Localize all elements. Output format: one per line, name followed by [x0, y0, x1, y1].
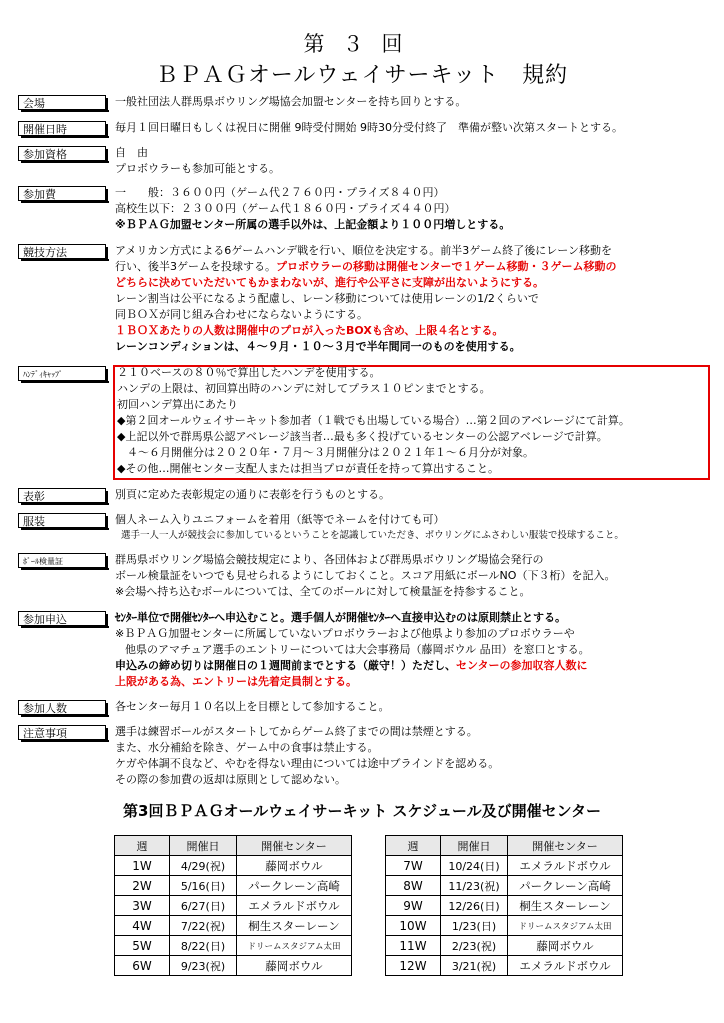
- section-text-red: １ＢＯＸあたりの人数は開催中のプロが入ったBOXも含め、上限４名とする。: [115, 324, 504, 337]
- section-text: ２１０ベースの８０％で算出したハンデを使用する。: [117, 366, 381, 379]
- section-text: アメリカン方式による6ゲームハンデ戦を行い、順位を決定する。前半3ゲーム終了後にレーン移動を: [115, 244, 613, 257]
- section-text: ハンデの上限は、初回算出時のハンデに対してプラス１０ピンまでとする。: [117, 382, 491, 395]
- week-cell: 6W: [115, 956, 170, 976]
- date-cell: 11/23(祝): [441, 876, 508, 896]
- table-header-center: 開催センター: [237, 836, 352, 856]
- section-text: 個人ネーム入りユニフォームを着用（紙等でネームを付けても可）: [115, 513, 445, 526]
- date-cell: 7/22(祝): [170, 916, 237, 936]
- table-header-date: 開催日: [441, 836, 508, 856]
- table-row: [115, 936, 352, 956]
- table-row: [115, 916, 352, 936]
- schedule-title: 第3回ＢＰＡＧオールウェイサーキット スケジュール及び開催センター: [123, 802, 601, 820]
- section-label: 参加資格: [18, 146, 106, 161]
- section-label: 参加申込: [18, 611, 106, 626]
- center-cell: 藤岡ボウル: [237, 956, 352, 976]
- section-text: プロボウラーも参加可能とする。: [115, 162, 280, 175]
- center-cell: エメラルドボウル: [237, 896, 352, 916]
- week-cell: 3W: [115, 896, 170, 916]
- date-cell: 3/21(祝): [441, 956, 508, 976]
- center-cell: ドリームスタジアム太田: [237, 936, 352, 956]
- table-row: [386, 876, 623, 896]
- section-label: 表彰: [18, 488, 106, 503]
- section-label: 会場: [18, 95, 106, 110]
- section-text: 一般社団法人群馬県ボウリング場協会加盟センターを持ち回りとする。: [115, 95, 467, 108]
- week-cell: 4W: [115, 916, 170, 936]
- section-text: 選手は練習ボールがスタートしてからゲーム終了までの間は禁煙とする。: [115, 725, 478, 738]
- section-text-red: センターの参加収容人数に: [456, 659, 588, 672]
- week-cell: 5W: [115, 936, 170, 956]
- table-row: [115, 856, 352, 876]
- section-text: ｾﾝﾀｰ単位で開催ｾﾝﾀｰへ申込むこと。選手個人が開催ｾﾝﾀｰへ直接申込むのは原則禁止とする。: [115, 611, 566, 624]
- section-text: ◆第２回オールウェイサーキット参加者（１戦でも出場している場合）…第２回のアベレージにて計算。: [117, 414, 630, 427]
- center-cell: エメラルドボウル: [508, 856, 623, 876]
- section-label: ﾊﾝﾃﾞｨｷｬｯﾌﾟ: [18, 366, 106, 381]
- schedule-table-right: [385, 835, 623, 976]
- table-header-center: 開催センター: [508, 836, 623, 856]
- date-cell: 2/23(祝): [441, 936, 508, 956]
- date-cell: 10/24(日): [441, 856, 508, 876]
- table-row: [386, 956, 623, 976]
- date-cell: 4/29(祝): [170, 856, 237, 876]
- section-text: ケガや体調不良など、やむを得ない理由については途中ブラインドを認める。: [115, 757, 500, 770]
- center-cell: 藤岡ボウル: [508, 936, 623, 956]
- section-label: ﾎﾞｰﾙ検量証: [18, 553, 106, 568]
- table-row: [386, 916, 623, 936]
- date-cell: 5/16(日): [170, 876, 237, 896]
- date-cell: 9/23(祝): [170, 956, 237, 976]
- center-cell: 桐生スターレーン: [508, 896, 623, 916]
- doc-title-line2: ＢＰＡＧオールウェイサーキット 規約: [155, 63, 569, 88]
- section-text: ４～６月開催分は２０２０年・７月～３月開催分は２０２１年１～６月分が対象。: [127, 446, 534, 459]
- section-text: ボール検量証をいつでも見せられるようにしておくこと。スコア用紙にボールNO（下３桁）を記入。: [115, 569, 616, 582]
- section-text: 自 由: [115, 146, 148, 159]
- section-text: 各センター毎月１０名以上を目標として参加すること。: [115, 700, 390, 713]
- week-cell: 12W: [386, 956, 441, 976]
- section-text-red: プロボウラーの移動は開催センターで１ゲーム移動・３ゲーム移動の: [276, 260, 617, 273]
- center-cell: パークレーン高崎: [508, 876, 623, 896]
- section-label: 参加費: [18, 186, 106, 201]
- section-text: レーン割当は公平になるよう配慮し、レーン移動については使用レーンの1/2くらいで: [115, 292, 539, 305]
- section-text: 別頁に定めた表彰規定の通りに表彰を行うものとする。: [115, 488, 390, 501]
- section-text: 選手一人一人が競技会に参加しているということを認識していただき、ボウリングにふさわしい服装で投球すること。: [121, 530, 624, 541]
- date-cell: 1/23(日): [441, 916, 508, 936]
- section-text: 一 般：３６００円（ゲーム代２７６０円・プライズ８４０円）: [115, 186, 445, 199]
- date-cell: 6/27(日): [170, 896, 237, 916]
- section-text: 高校生以下：２３００円（ゲーム代１８６０円・プライズ４４０円）: [115, 202, 456, 215]
- table-row: [386, 896, 623, 916]
- table-row: [115, 896, 352, 916]
- section-text: 初回ハンデ算出にあたり: [117, 398, 238, 411]
- section-text: その際の参加費の返却は原則として認めない。: [115, 773, 346, 786]
- week-cell: 11W: [386, 936, 441, 956]
- center-cell: エメラルドボウル: [508, 956, 623, 976]
- week-cell: 7W: [386, 856, 441, 876]
- section-text: また、水分補給を除き、ゲーム中の食事は禁止する。: [115, 741, 379, 754]
- section-text: 群馬県ボウリング場協会競技規定により、各団体および群馬県ボウリング場協会発行の: [115, 553, 544, 566]
- section-text: レーンコンディションは、４～９月・１０～３月で半年間同一のものを使用する。: [115, 340, 521, 353]
- section-text: ※会場へ持ち込むボールについては、全てのボールに対して検量証を持参すること。: [115, 585, 531, 598]
- center-cell: ドリームスタジアム太田: [508, 916, 623, 936]
- section-text: ※ＢＰＡＧ加盟センター所属の選手以外は、上記金額より１００円増しとする。: [115, 218, 511, 231]
- section-text-red: 上限がある為、エントリーは先着定員制とする。: [115, 675, 357, 688]
- section-text: 毎月１回日曜日もしくは祝日に開催 9時受付開始 9時30分受付終了 準備が整い次第スタートとする。: [115, 121, 623, 134]
- section-text: 同ＢＯＸが同じ組み合わせにならないようにする。: [115, 308, 368, 321]
- table-row: [386, 856, 623, 876]
- table-row: [115, 956, 352, 976]
- section-text: ※ＢＰＡＧ加盟センターに所属していないプロボウラーおよび他県より参加のプロボウラーや: [115, 627, 575, 640]
- week-cell: 8W: [386, 876, 441, 896]
- section-text: ◆その他…開催センター支配人または担当プロが責任を持って算出すること。: [117, 462, 500, 475]
- doc-title-line1: 第３回: [303, 32, 421, 56]
- section-label: 競技方法: [18, 244, 106, 259]
- schedule-table-left: [114, 835, 352, 976]
- center-cell: パークレーン高崎: [237, 876, 352, 896]
- section-text-red: どちらに決めていただいてもかまわないが、進行や公平さに支障が出ないようにする。: [115, 276, 544, 289]
- week-cell: 9W: [386, 896, 441, 916]
- table-header-week: 週: [115, 836, 170, 856]
- section-label: 服装: [18, 513, 106, 528]
- date-cell: 12/26(日): [441, 896, 508, 916]
- section-text: 他県のアマチュア選手のエントリーについては大会事務局（藤岡ボウル 品田）を窓口とする。: [125, 643, 590, 656]
- section-label: 注意事項: [18, 725, 106, 740]
- table-row: [386, 936, 623, 956]
- table-row: [115, 876, 352, 896]
- date-cell: 8/22(日): [170, 936, 237, 956]
- section-label: 参加人数: [18, 700, 106, 715]
- table-header-week: 週: [386, 836, 441, 856]
- center-cell: 桐生スターレーン: [237, 916, 352, 936]
- section-label: 開催日時: [18, 121, 106, 136]
- week-cell: 2W: [115, 876, 170, 896]
- week-cell: 10W: [386, 916, 441, 936]
- section-text: ◆上記以外で群馬県公認アベレージ該当者…最も多く投げているセンターの公認アベレージで計算。: [117, 430, 608, 443]
- section-text: 行い、後半3ゲームを投球する。: [115, 260, 276, 273]
- table-header-date: 開催日: [170, 836, 237, 856]
- week-cell: 1W: [115, 856, 170, 876]
- center-cell: 藤岡ボウル: [237, 856, 352, 876]
- section-text: 申込みの締め切りは開催日の１週間前までとする（厳守！）ただし、: [115, 659, 456, 672]
